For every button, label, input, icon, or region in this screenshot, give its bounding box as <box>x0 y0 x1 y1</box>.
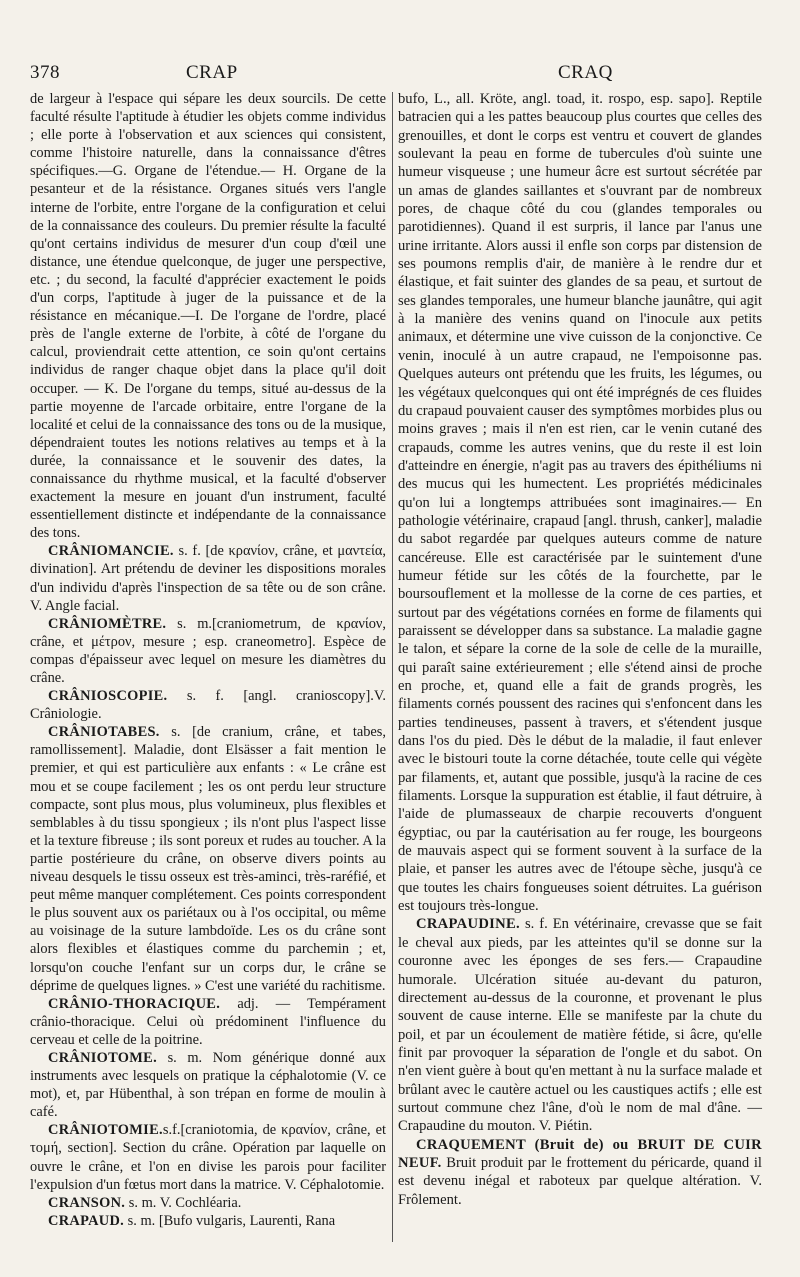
entry-text: adj. — Tempérament crânio-thoracique. Celui où prédominent l'influence du cerveau et celle de la poitrine. <box>30 995 386 1048</box>
dictionary-entry <box>30 1194 386 1212</box>
dictionary-entry <box>30 1121 386 1193</box>
right-column <box>398 90 762 1209</box>
entry-headword: CRAQUEMENT (Bruit de) ou BRUIT DE CUIR NEUF. <box>398 1136 762 1171</box>
page-number: 378 <box>30 62 60 83</box>
dictionary-entry <box>30 542 386 614</box>
entry-text: s. [de cranium, crâne, et tabes, ramollissement]. Maladie, dont Elsässer a fait mention le premier, et qui est particulière aux enfants : « Le crâne est mou et se coupe facilement ; les os ont perdu leur structure compacte, sont plus mous, plus volumineux, plus flexibles et semblables à du tissu spongieux ; ils n'ont plus l'aspect lisse et la texture fibreuse ; ils sont poreux et rudes au toucher. A la partie postérieure du crâne, on observe divers points au niveau desquels le tissu osseux est très-aminci, très-raréfié, et peut même manquer complétement. Ces points correspondent le plus souvent aux os pariétaux ou à l'os occipital, ou même au voisinage de la suture lambdoïde. Les os du crâne sont alors flexibles et élastiques comme du parchemin ; et, lorsqu'on couche l'enfant sur un corps dur, le crâne se déprime de quelques lignes. » C'est une variété du rachitisme. <box>30 724 386 994</box>
dictionary-entry <box>30 723 386 994</box>
left-running-head: CRAP <box>186 62 238 83</box>
column-divider <box>392 92 393 1242</box>
dictionary-entry <box>398 1136 762 1209</box>
entry-text: s. m. [Bufo vulgaris, Laurenti, Rana <box>124 1212 336 1229</box>
entry-headword: CRÂNIO-THORACIQUE. <box>48 995 221 1012</box>
right-running-head: CRAQ <box>558 62 613 83</box>
entry-text: s. f. En vétérinaire, crevasse que se fait le cheval aux pieds, par les atteintes qu'il se donne sur la couronne avec les éponges de ses fers.— Crapaudine humorale. Ulcération située au-devant du paturon, directement au-dessus de la couronne, et provenant le plus souvent de cause interne. Elle se manifeste par la chute du poil, et par un écoulement de matière fétide, si âcre, qu'elle finit par provoquer la séparation de l'ongle et du sabot. On n'en vient guère à bout qu'en mettant à nu la surface malade et brûlant avec le cautère actuel ou les caustiques actifs ; elle est surtout commune chez l'âne, d'où le nom de mal d'âne. — Crapaudine du mouton. V. Piétin. <box>398 916 762 1135</box>
dictionary-entry <box>30 1212 386 1230</box>
entry-headword: CRÂNIOTOMIE. <box>48 1122 163 1139</box>
dictionary-entry <box>30 615 386 687</box>
dictionary-entry <box>30 687 386 723</box>
entry-text: Bruit produit par le frottement du péricarde, quand il est devenu inégal et raboteux par quelque altération. V. Frôlement. <box>398 1154 762 1208</box>
entry-headword: CRÂNIOTOME. <box>48 1049 157 1066</box>
entry-headword: CRÂNIOSCOPIE. <box>48 688 168 705</box>
entry-text: s. f. [angl. cranioscopy].V. Crâniologie. <box>30 688 386 723</box>
entry-text: s. f. [de κρανίον, crâne, et μαντεία, divination]. Art prétendu de deviner les dispositions morales d'un individu d'après l'inspection de sa tête ou de son crâne. V. Angle facial. <box>30 543 386 614</box>
continued-text <box>30 90 386 542</box>
dictionary-entry <box>30 995 386 1049</box>
entry-headword: CRANSON. <box>48 1194 126 1211</box>
entry-headword: CRAPAUDINE. <box>416 916 520 933</box>
entry-text: s.f.[craniotomia, de κρανίον, crâne, et τομή, section]. Section du crâne. Opération par laquelle on ouvre le crâne, et l'on en divise les parois pour faciliter l'expulsion d'un fœtus mort dans la matrice. V. Céphalotomie. <box>30 1122 386 1193</box>
left-column <box>30 90 386 1230</box>
entry-text: s. m. V. Cochléaria. <box>125 1194 242 1211</box>
entry-headword: CRÂNIOTABES. <box>48 724 160 741</box>
entry-headword: CRÂNIOMANCIE. <box>48 543 174 560</box>
entry-text: s. m. Nom générique donné aux instruments avec lesquels on pratique la céphalotomie (V. ce mot), et, par Hübenthal, à son trépan en forme de moulin à café. <box>30 1049 386 1121</box>
continued-text <box>398 90 762 915</box>
entry-headword: CRÂNIOMÈTRE. <box>48 615 167 632</box>
entry-headword: CRAPAUD. <box>48 1212 125 1229</box>
dictionary-entry <box>398 915 762 1135</box>
entry-text: de largeur à l'espace qui sépare les deux sourcils. De cette faculté résulte l'aptitude à étudier les objets comme individus ; elle porte à l'observation et aux sciences qui consistent, comme l'histoire naturelle, dans la connaissance d'êtres spécifiques.—G. Organe de l'étendue.— H. Organe de la pesanteur et de la résistance. Organes situés vers l'angle interne de l'orbite, entre l'organe de la configuration et celui de la connaissance des couleurs. Du premier résulte la faculté qu'ont certains individus de mesurer d'un coup d'œil une distance, une étendue quelconque, de juger une perspective, etc. ; du second, la faculté d'apprécier exactement le poids d'un corps, l'aptitude à juger de la puissance et de la résistance en mécanique.—I. De l'organe de l'ordre, placé près de l'angle externe de l'orbite, à côté de l'organe du calcul, proviendrait cette attention, ce soin qu'ont certains individus de ranger chaque objet dans la place qu'il doit occuper. — K. De l'organe du temps, situé au-dessus de la partie moyenne de l'arcade orbitaire, entre l'organe de la localité et celui de la connaissance des tons ou de la musique, dépendraient toutes les notions relatives au temps et à la durée, la connaissance et le souvenir des dates, la connaissance du rhythme musical, et la faculté d'observer exactement la mesure en jouant d'un instrument, faculté essentiellement distincte et indépendante de la connaissance des tons. <box>30 91 386 542</box>
entry-text: s. m.[craniometrum, de κρανίον, crâne, et μέτρον, mesure ; esp. craneometro]. Espèce de compas d'épaisseur avec lequel on mesure les diamètres du crâne. <box>30 615 386 686</box>
dictionary-entry <box>30 1049 386 1121</box>
entry-text: bufo, L., all. Kröte, angl. toad, it. rospo, esp. sapo]. Reptile batracien qui a les pattes beaucoup plus courtes que celles des grenouilles, et dont le corps est ventru et couvert de glandes soulevant la peau en forme de tubercules d'où suinte une humeur visqueuse ; une humeur âcre est surtout sécrétée par un amas de glandes saillantes et s'ouvrant par de nombreux pores, de chaque côté du cou (glandes temporales ou parotidiennes). Quand il est surpris, il lance par l'anus une urine irritante. Alors aussi il enfle son corps par distension de ses poumons remplis d'air, de manière à le rendre dur et élastique, et fait suinter des glandes de sa peau, et surtout de ses glandes temporales, une humeur blanche jaunâtre, qui agit à la manière des venins quand on l'inocule aux petits animaux, et détermine une vive cuisson de la conjonctive. Ce venin, inoculé à un autre crapaud, ne l'empoisonne pas. Quelques auteurs ont prétendu que les fruits, les légumes, ou les végétaux quelconques qui ont été imprégnés de ces fluides du crapaud pouvaient causer des symptômes morbides plus ou moins graves ; mais il n'en est rien, car le venin cutané des crapauds, comme les autres venins, que du reste il est loin d'atteindre en énergie, n'agit pas au travers des épithéliums ni des mucus qui les humectent. Les propriétés médicinales qu'on lui a longtemps attribuées sont imaginaires.— En pathologie vétérinaire, crapaud [angl. thrush, canker], maladie du sabot regardée par quelques auteurs comme de nature cancéreuse. Elle est caractérisée par le suintement d'une humeur fétide sur les côtés de la fourchette, par le boursouflement et la mollesse de la corne de ces parties, et surtout par des végétations cornées en forme de filaments qui paraissent se développer dans sa substance. La maladie gagne le talon, et sépare la corne de la sole de celle de la muraille, qui paraît saine extérieurement ; elle s'étend ainsi de proche en proche, et, quand elle a fait de grands progrès, les filaments cornés poussent des racines qui s'enfoncent dans les parties tendineuses, passent à travers, et s'étendent jusque dans l'os du pied. Dès le début de la maladie, il faut enlever avec le bistouri toute la corne détachée, toute celle qui végète par filaments, et, autant que possible, jusqu'à la racine de ces filaments. Lorsque la suppuration est établie, il faut détruire, à l'aide de plumasseaux de charpie recouverts d'onguent égyptiac, ou par la cautérisation au fer rouge, les bourgeons de mauvais aspect qui se forment souvent à la surface de la plaie, et panser les autres avec de l'étoupe sèche, jusqu'à ce que toutes les chairs fongueuses soient détruites. La guérison est toujours très-longue. <box>398 91 762 915</box>
